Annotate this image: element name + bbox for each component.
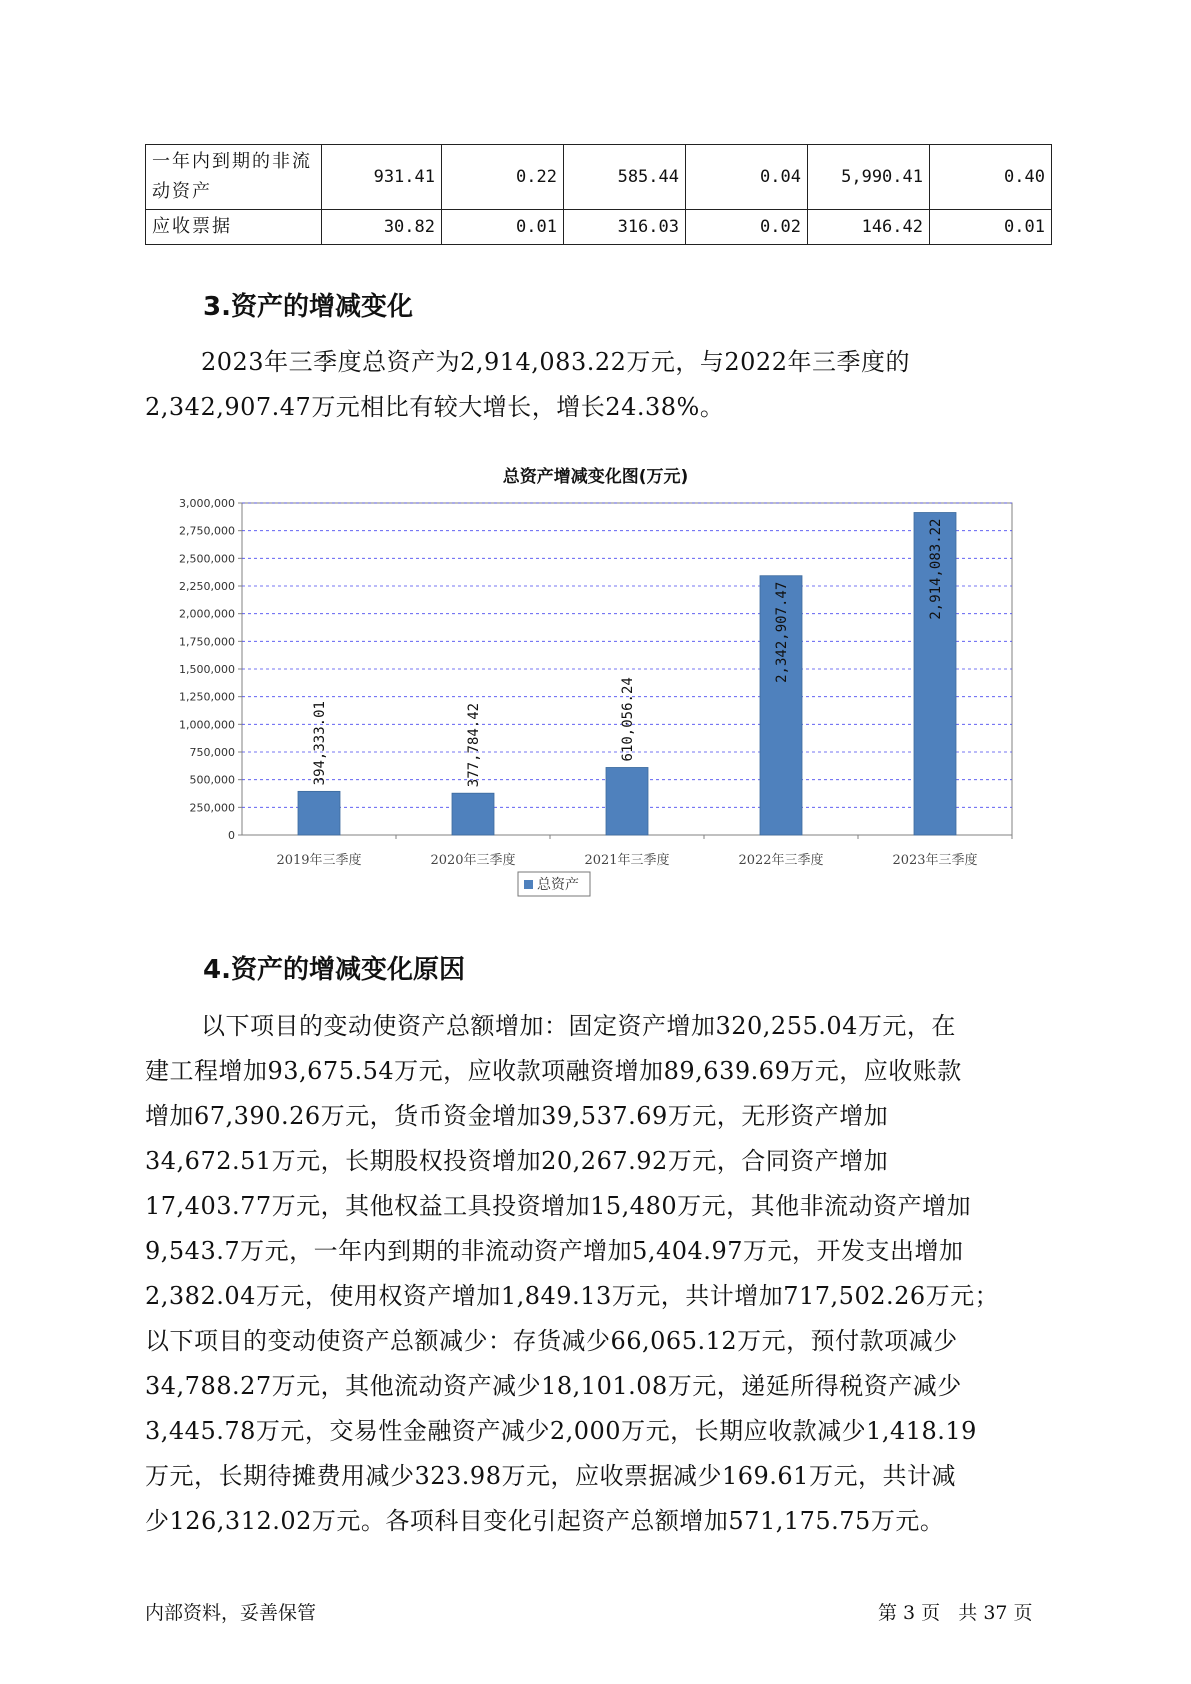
table-cell: 585.44	[564, 145, 686, 210]
x-tick-label: 2020年三季度	[430, 853, 516, 868]
table-cell: 0.01	[442, 210, 564, 245]
legend-label: 总资产	[537, 877, 579, 893]
y-tick-label: 2,000,000	[179, 607, 235, 621]
bar	[452, 793, 494, 835]
bar	[298, 791, 340, 835]
table-cell: 5,990.41	[808, 145, 930, 210]
bar-value-label: 2,342,907.47	[774, 581, 790, 683]
paragraph-line: 2023年三季度总资产为2,914,083.22万元，与2022年三季度的	[201, 348, 910, 376]
y-tick-label: 1,500,000	[179, 663, 235, 676]
row-name-cell: 应收票据	[146, 210, 322, 245]
y-tick-label: 2,250,000	[179, 580, 235, 593]
y-tick-label: 2,500,000	[179, 552, 235, 566]
paragraph-line: 以下项目的变动使资产总额增加：固定资产增加320,255.04万元，在	[201, 1012, 956, 1040]
paragraph-line: 34,788.27万元，其他流动资产减少18,101.08万元，递延所得税资产减少	[145, 1372, 962, 1400]
legend-swatch	[524, 880, 533, 889]
bar-value-label: 394,333.01	[312, 701, 328, 786]
bar-value-label: 2,914,083.22	[928, 518, 944, 620]
y-tick-label: 2,750,000	[179, 524, 235, 538]
table-cell: 0.02	[686, 210, 808, 245]
asset-table	[145, 144, 1052, 245]
table-row	[146, 210, 1052, 245]
paragraph-line: 3,445.78万元，交易性金融资产减少2,000万元，长期应收款减少1,418.19	[145, 1417, 977, 1445]
table-row	[146, 145, 1052, 210]
table-cell: 0.40	[930, 145, 1052, 210]
table-cell: 146.42	[808, 210, 930, 245]
section-heading: 4.资产的增减变化原因	[203, 955, 465, 985]
paragraph-line: 2,342,907.47万元相比有较大增长，增长24.38%。	[145, 393, 725, 421]
section-heading: 3.资产的增减变化	[203, 292, 413, 322]
bar-value-label: 377,784.42	[466, 702, 482, 788]
x-tick-label: 2022年三季度	[738, 853, 824, 868]
footer-left: 内部资料，妥善保管	[145, 1602, 317, 1624]
x-tick-label: 2023年三季度	[892, 853, 978, 868]
y-tick-label: 500,000	[189, 773, 235, 787]
y-tick-label: 3,000,000	[179, 497, 235, 510]
y-tick-label: 250,000	[189, 801, 235, 815]
y-tick-label: 1,000,000	[179, 718, 235, 732]
x-tick-label: 2019年三季度	[276, 853, 362, 868]
row-name-cell	[146, 145, 322, 210]
bar	[606, 767, 648, 835]
paragraph-line: 万元，长期待摊费用减少323.98万元，应收票据减少169.61万元，共计减	[145, 1462, 956, 1490]
chart-title: 总资产增减变化图(万元)	[502, 467, 689, 487]
section3-paragraph	[145, 340, 1055, 430]
y-tick-label: 750,000	[189, 746, 235, 759]
table-cell: 0.01	[930, 210, 1052, 245]
table-cell: 0.04	[686, 145, 808, 210]
x-tick-label: 2021年三季度	[584, 853, 670, 868]
paragraph-line: 建工程增加93,675.54万元，应收款项融资增加89,639.69万元，应收账款	[145, 1057, 962, 1085]
paragraph-line: 少126,312.02万元。各项科目变化引起资产总额增加571,175.75万元。	[145, 1507, 945, 1535]
footer-page-number: 第 3 页 共 37 页	[878, 1602, 1033, 1624]
paragraph-line: 以下项目的变动使资产总额减少：存货减少66,065.12万元，预付款项减少	[145, 1327, 958, 1355]
paragraph-line: 17,403.77万元，其他权益工具投资增加15,480万元，其他非流动资产增加	[145, 1192, 972, 1220]
table-cell: 316.03	[564, 210, 686, 245]
y-tick-label: 0	[228, 829, 235, 842]
row-name-line: 动资产	[152, 181, 212, 202]
paragraph-line: 增加67,390.26万元，货币资金增加39,537.69万元，无形资产增加	[145, 1102, 889, 1130]
total-assets-chart	[160, 490, 1030, 910]
y-tick-label: 1,750,000	[179, 635, 235, 649]
bar-value-label: 610,056.24	[620, 677, 636, 762]
paragraph-line: 9,543.7万元，一年内到期的非流动资产增加5,404.97万元，开发支出增加	[145, 1237, 964, 1265]
table-cell: 931.41	[322, 145, 442, 210]
row-name-line: 一年内到期的非流	[152, 151, 312, 172]
paragraph-line: 2,382.04万元，使用权资产增加1,849.13万元，共计增加717,502.26万元；	[145, 1282, 1000, 1310]
table-cell: 0.22	[442, 145, 564, 210]
table-cell: 30.82	[322, 210, 442, 245]
section4-paragraph	[145, 1004, 1055, 1544]
y-tick-label: 1,250,000	[179, 690, 235, 704]
paragraph-line: 34,672.51万元，长期股权投资增加20,267.92万元，合同资产增加	[145, 1147, 889, 1175]
